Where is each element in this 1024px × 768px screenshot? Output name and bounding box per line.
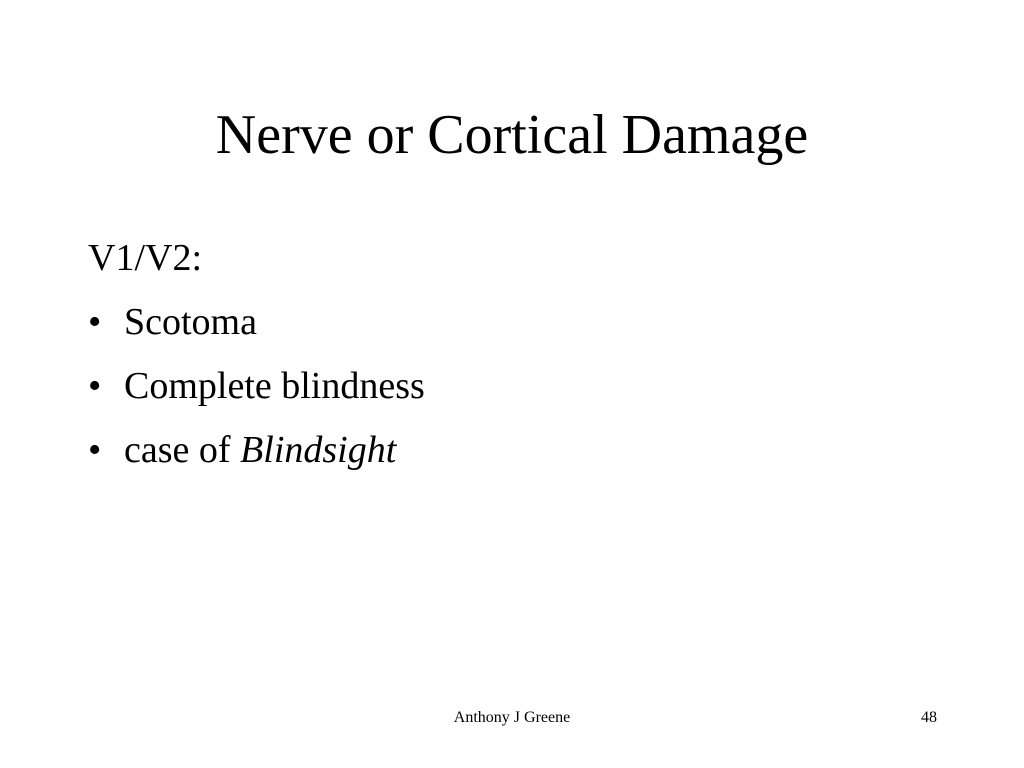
section-heading: V1/V2:	[88, 237, 202, 279]
slide-title: Nerve or Cortical Damage	[215, 104, 809, 166]
list-item	[88, 418, 948, 482]
list-item	[88, 290, 948, 354]
page-number: 48	[921, 709, 937, 726]
slide-body	[88, 226, 948, 482]
bullet-text-plain: case of	[124, 429, 241, 471]
bullet-marker: •	[88, 429, 102, 471]
bullet-marker: •	[88, 365, 102, 407]
bullet-text	[124, 418, 396, 482]
bullet-text: Complete blindness	[124, 365, 425, 407]
bullet-list	[88, 290, 948, 482]
bullet-text-emphasis: Blindsight	[240, 429, 397, 471]
bullet-marker: •	[88, 301, 102, 343]
bullet-text: Scotoma	[124, 301, 257, 343]
footer-author: Anthony J Greene	[453, 709, 571, 726]
list-item	[88, 354, 948, 418]
